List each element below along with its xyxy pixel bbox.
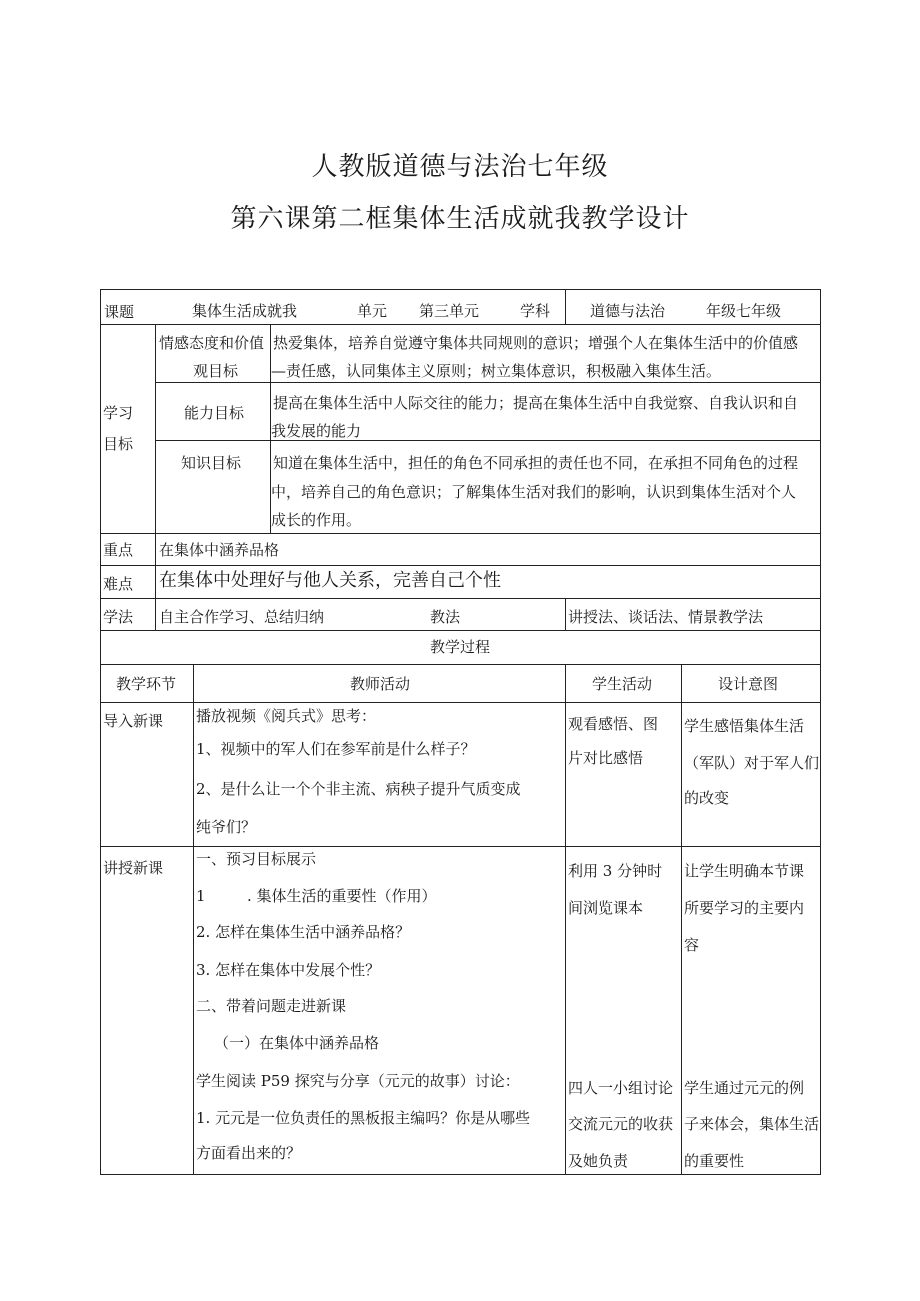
knowledge-label: 知识目标 <box>181 454 242 472</box>
attitude-text-line2: —责任感，认同集体主义原则；树立集体意识，积极融入集体生活。 <box>271 362 722 380</box>
lecture-stage: 讲授新课 <box>103 859 164 877</box>
key-point-value: 在集体中涵养品格 <box>159 541 280 559</box>
grade-value: 七年级 <box>736 302 782 320</box>
document-title-line1: 人教版道德与法治七年级 <box>311 152 609 182</box>
key-point-label: 重点 <box>103 541 134 559</box>
attitude-label-line2: 观目标 <box>193 362 239 380</box>
lecture-q2: 2. 怎样在集体生活中涵养品格？ <box>196 923 411 941</box>
intro-teacher-line: 播放视频《阅兵式》思考： <box>196 707 377 725</box>
column-header-teacher: 教师活动 <box>350 675 411 693</box>
lecture-q1-text: . 集体生活的重要性（作用） <box>247 887 437 905</box>
attitude-text-line1: 热爱集体，培养自觉遵守集体共同规则的意识；增强个人在集体生活中的价值感 <box>273 334 799 352</box>
column-header-stage: 教学环节 <box>116 675 177 693</box>
ability-text-line2: 我发展的能力 <box>271 422 362 440</box>
subject-label: 学科 <box>520 302 551 320</box>
lecture-intent2-line: 学生通过元元的例 <box>684 1079 805 1097</box>
attitude-label-line1: 情感态度和价值 <box>159 334 265 352</box>
ability-text-line1: 提高在集体生活中人际交往的能力；提高在集体生活中自我觉察、自我认识和自 <box>273 394 799 412</box>
lesson-label: 课题 <box>104 303 135 321</box>
unit-value: 第三单元 <box>419 302 480 320</box>
intro-intent-line: （军队）对于军人们 <box>684 754 820 772</box>
lecture-intent1-line: 让学生明确本节课 <box>684 862 805 880</box>
lesson-value: 集体生活成就我 <box>192 302 298 320</box>
lecture-intent1-line: 所要学习的主要内 <box>684 899 805 917</box>
lecture-student1-line: 间浏览课本 <box>568 899 644 917</box>
learning-method-label: 学法 <box>103 608 134 626</box>
intro-intent-line: 的改变 <box>684 789 730 807</box>
intro-teacher-line: 纯爷们？ <box>196 818 257 836</box>
difficult-point-label: 难点 <box>103 575 134 593</box>
lecture-intent1-line: 容 <box>684 936 700 954</box>
lecture-student1-line: 利用 3 分钟时 <box>568 862 663 880</box>
lecture-section-1: 一、预习目标展示 <box>196 850 317 868</box>
lecture-q3: 3. 怎样在集体中发展个性？ <box>196 961 381 979</box>
knowledge-text-line1: 知道在集体生活中，担任的角色不同承担的责任也不同，在承担不同角色的过程 <box>273 454 799 472</box>
ability-label: 能力目标 <box>184 404 245 422</box>
knowledge-text-line2: 中，培养自己的角色意识；了解集体生活对我们的影响，认识到集体生活对个人 <box>271 483 797 501</box>
lecture-intent2-line: 子来体会，集体生活 <box>684 1115 820 1133</box>
intro-teacher-line: 2、是什么让一个个非主流、病秧子提升气质变成 <box>196 780 521 798</box>
teaching-method-value: 讲授法、谈话法、情景教学法 <box>568 608 764 626</box>
lecture-section-2: 二、带着问题走进新课 <box>196 997 347 1015</box>
document-title-line2: 第六课第二框集体生活成就我教学设计 <box>230 204 690 234</box>
lecture-discussion-line1: 1. 元元是一位负责任的黑板报主编吗？你是从哪些 <box>196 1109 531 1127</box>
goals-label-line1: 学习 <box>103 404 134 422</box>
knowledge-text-line3: 成长的作用。 <box>271 511 362 529</box>
lecture-student2-line: 及她负责 <box>568 1152 629 1170</box>
lecture-q1-number: 1 <box>196 887 206 905</box>
lecture-student2-line: 四人一小组讨论 <box>568 1079 674 1097</box>
teaching-method-label: 教法 <box>430 608 461 626</box>
subject-value: 道德与法治 <box>590 302 666 320</box>
lecture-subsection-1: （一）在集体中涵养品格 <box>214 1034 380 1052</box>
intro-stage: 导入新课 <box>103 712 164 730</box>
column-header-intent: 设计意图 <box>718 675 779 693</box>
goals-label-line2: 目标 <box>103 435 134 453</box>
process-heading: 教学过程 <box>430 638 491 656</box>
difficult-point-value: 在集体中处理好与他人关系，完善自己个性 <box>159 570 501 591</box>
column-header-student: 学生活动 <box>592 675 653 693</box>
intro-teacher-line: 1、视频中的军人们在参军前是什么样子？ <box>196 740 476 758</box>
lecture-discussion-line2: 方面看出来的？ <box>196 1144 302 1162</box>
lecture-reading-task: 学生阅读 P59 探究与分享（元元的故事）讨论： <box>196 1072 520 1090</box>
learning-method-value: 自主合作学习、总结归纳 <box>159 608 325 626</box>
intro-student-line: 片对比感悟 <box>568 749 644 767</box>
lecture-student2-line: 交流元元的收获 <box>568 1115 674 1133</box>
intro-intent-line: 学生感悟集体生活 <box>684 717 805 735</box>
intro-student-line: 观看感悟、图 <box>568 715 659 733</box>
unit-label: 单元 <box>357 302 388 320</box>
grade-label: 年级 <box>706 302 737 320</box>
lecture-intent2-line: 的重要性 <box>684 1152 745 1170</box>
